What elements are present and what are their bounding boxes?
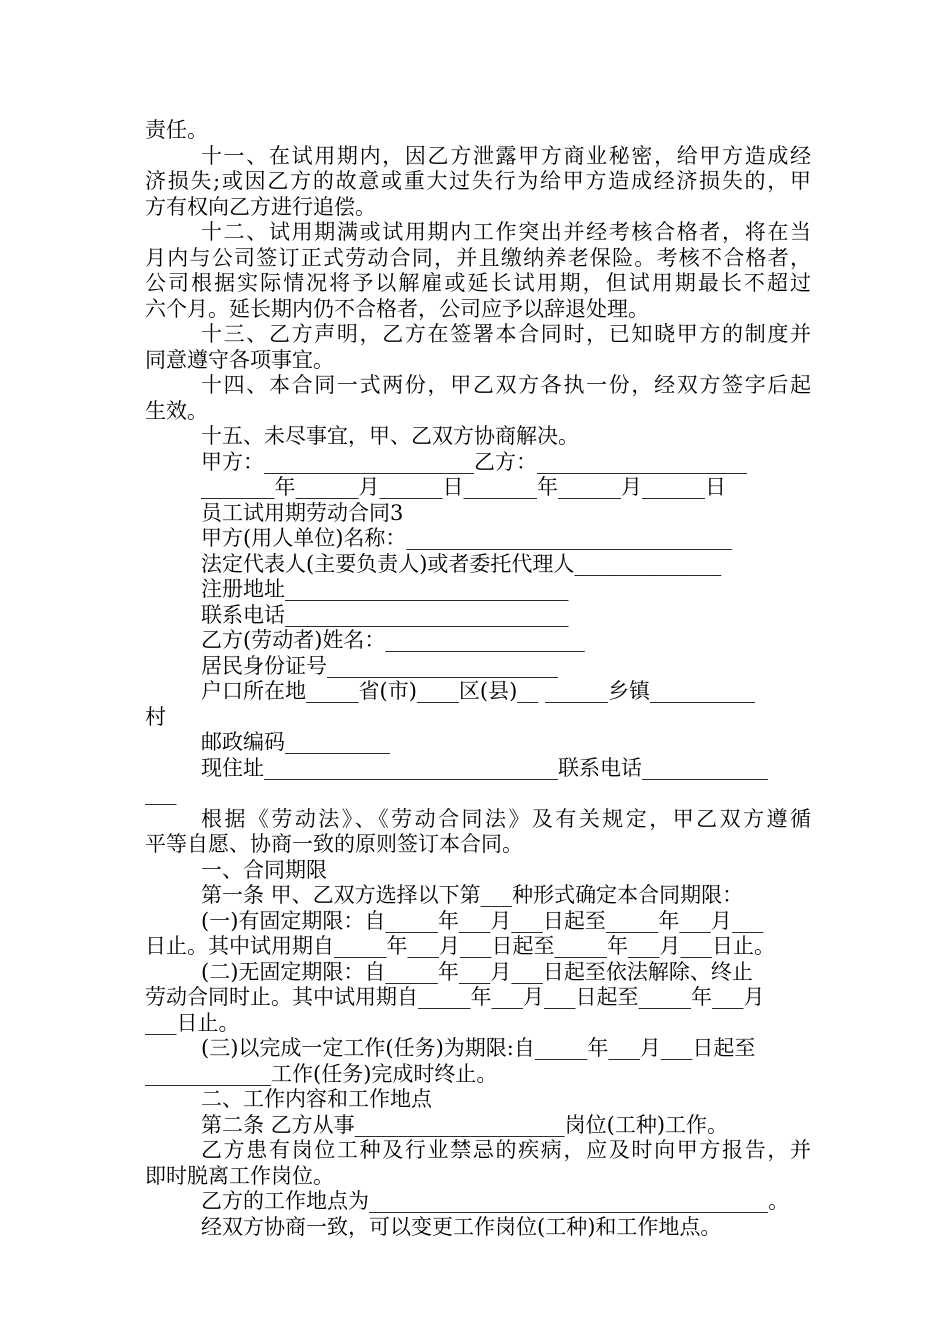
text-line: (三)以完成一定工作(任务)为期限:自_____年___月___日起至 [201, 1036, 756, 1060]
text-line: 责任。 [145, 118, 208, 142]
text-line: ____________工作(任务)完成时终止。 [145, 1061, 498, 1086]
text-line: ___ [145, 781, 177, 805]
text-line: 法定代表人(主要负责人)或者委托代理人______________ [201, 551, 722, 576]
text-line: 十一、在试用期内，因乙方泄露甲方商业秘密，给甲方造成经 [201, 143, 811, 168]
text-line: 注册地址___________________________ [201, 577, 569, 601]
text-line: 户口所在地_____省(市)____区(县)__ ______乡镇__________ [201, 679, 755, 703]
text-line: 日止。其中试用期自_____年___月___日起至_____年___月___日止。 [145, 934, 775, 958]
text-line: 六个月。延长期内仍不合格者，公司应予以辞退处理。 [145, 296, 649, 321]
text-line: 联系电话___________________________ [201, 602, 569, 627]
text-line: 平等自愿、协商一致的原则签订本合同。 [145, 832, 523, 856]
text-line: 现住址____________________________联系电话____________ [201, 755, 768, 780]
text-line: 十二、试用期满或试用期内工作突出并经考核合格者，将在当 [201, 220, 811, 244]
text-line: 一、合同期限 [201, 857, 327, 882]
document-body [145, 118, 811, 1240]
text-line: (二)无固定期限：自_____年___月___日起至依法解除、终止 [201, 959, 753, 984]
text-line: 甲方(用人单位)名称：_______________________________ [201, 526, 732, 550]
text-line: 乙方患有岗位工种及行业禁忌的疾病，应及时向甲方报告，并 [201, 1138, 811, 1162]
text-line: 月内与公司签订正式劳动合同，并且缴纳养老保险。考核不合格者， [145, 245, 811, 270]
text-line: 十五、未尽事宜，甲、乙双方协商解决。 [201, 424, 579, 448]
text-line: 同意遵守各项事宜。 [145, 347, 334, 372]
text-line: 第一条 甲、乙双方选择以下第___种形式确定本合同期限： [201, 883, 744, 907]
text-line: 居民身份证号______________________ [201, 653, 558, 678]
text-line: 公司根据实际情况将予以解雇或延长试用期，但试用期最长不超过 [145, 271, 811, 295]
text-line: 十三、乙方声明，乙方在签署本合同时，已知晓甲方的制度并 [201, 322, 811, 346]
text-line: _______年______月______日_______年______月______日 [201, 475, 726, 499]
text-line: 乙方(劳动者)姓名：___________________ [201, 628, 585, 652]
text-line: 经双方协商一致，可以变更工作岗位(工种)和工作地点。 [201, 1214, 722, 1239]
text-line: 邮政编码__________ [201, 730, 390, 754]
text-line: 甲方：____________________乙方：____________________ [201, 449, 747, 474]
text-line: 根据《劳动法》、《劳动合同法》及有关规定，甲乙双方遵循 [201, 806, 811, 831]
text-line: 员工试用期劳动合同3 [201, 500, 404, 525]
text-line: 村 [145, 704, 166, 729]
text-line: 二、工作内容和工作地点 [201, 1087, 432, 1111]
text-line: 生效。 [145, 398, 208, 423]
text-line: 即时脱离工作岗位。 [145, 1163, 334, 1188]
text-line: 劳动合同时止。其中试用期自_____年___月___日起至_____年___月 [145, 985, 765, 1009]
text-line: 方有权向乙方进行追偿。 [145, 194, 376, 219]
text-line: 十四、本合同一式两份，甲乙双方各执一份，经双方签字后起 [201, 373, 811, 397]
text-line: ___日止。 [145, 1010, 240, 1035]
text-line: (一)有固定期限：自_____年___月___日起至_____年___月___ [201, 908, 764, 933]
text-line: 济损失;或因乙方的故意或重大过失行为给甲方造成经济损失的，甲 [145, 169, 811, 193]
text-line: 乙方的工作地点为______________________________________。 [201, 1189, 789, 1213]
text-line: 第二条 乙方从事____________________岗位(工种)工作。 [201, 1112, 729, 1137]
